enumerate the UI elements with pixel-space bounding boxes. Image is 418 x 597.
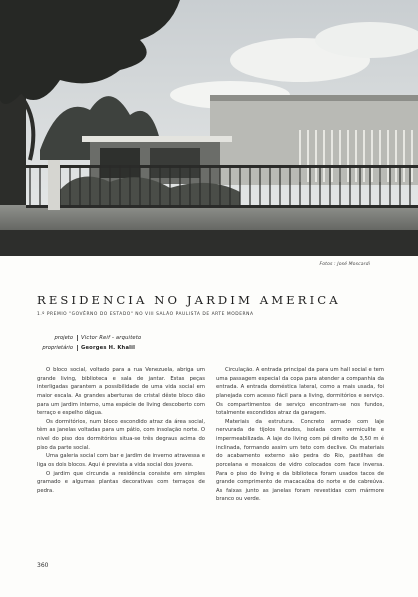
page-number: 360	[37, 562, 49, 569]
credit-row-owner	[37, 343, 141, 353]
credit-row-project	[37, 333, 141, 343]
paragraph: Uma galeria social com bar e jardim de inverno atravessa e liga os dois blocos. Aqui é prevista a vida social dos jovens.	[37, 453, 205, 468]
paragraph: Os dormitórios, num bloco escondido atraz da área social, têm as janelas voltadas para um pátio, com insolação norte. O nivel do piso dos dormitórios situa-se três degraus acima do piso da parte social.	[37, 418, 205, 451]
house-photo	[0, 0, 418, 256]
house-photo-illustration	[0, 0, 418, 256]
text-column-right	[216, 366, 384, 504]
credit-label: projeto	[54, 335, 73, 341]
paragraph: Materiais da estrutura. Concreto armado com laje nervurada de tijolos furados, isolada com vermiculite e impermeabilizada. A laje do living com pé direito de 3,50 m é inclinada, formando assim um teto com declive. Os materiais do acabamento externo são pedra do Rio, pastilhas de porcelana e mosaicos de vidro colocados com face inversa. Para o piso do living e da biblioteca foram usados tacos de grande comprimento de macacaúba do norte e de cabreúva. As faixas junto as janelas foram revestidas com mármore branco ou verde.	[216, 418, 384, 503]
paragraph: Circulação. A entrada principal da para um hall social e tem uma passagem especial da copa para atender a companhia da entrada. A entrada doméstica lateral, como a mais usada, foi planejada com acesso fácil para a living, dormitórios e serviço. Os compartimentos de serviço encontram-se nos fundos, totalmente escondidos atraz da garagem.	[216, 367, 384, 417]
text-column-left	[37, 366, 205, 495]
article-title: RESIDENCIA NO JARDIM AMERICA	[37, 293, 341, 307]
project-credits	[37, 333, 141, 353]
credit-value: Georges H. Khalil	[77, 345, 135, 351]
credit-value: Victor Reif - arquiteto	[77, 335, 141, 341]
credit-label: proprietário	[42, 345, 73, 351]
paragraph: O bloco social, voltado para a rua Venezuela, abriga um grande living, biblioteca e sala de jantar. Estas peças interligadas garantem a possibilidade de uma vida social em maior escala. As grandes aberturas de cristal dêste bloco dão para um jardim interno, uma espécie de living descoberto com terraço e espelho dágua.	[37, 367, 205, 417]
paragraph: O jardim que circunda a residência consiste em simples gramado e algumas plantas decorativas com terraços de pedra.	[37, 470, 205, 494]
article-subtitle: 1.º PREMIO "GOVÊRNO DO ESTADO" NO VIII SALÃO PAULISTA DE ARTE MODERNA	[37, 312, 254, 317]
photo-credit: Fotos : José Moscardi	[319, 262, 370, 267]
